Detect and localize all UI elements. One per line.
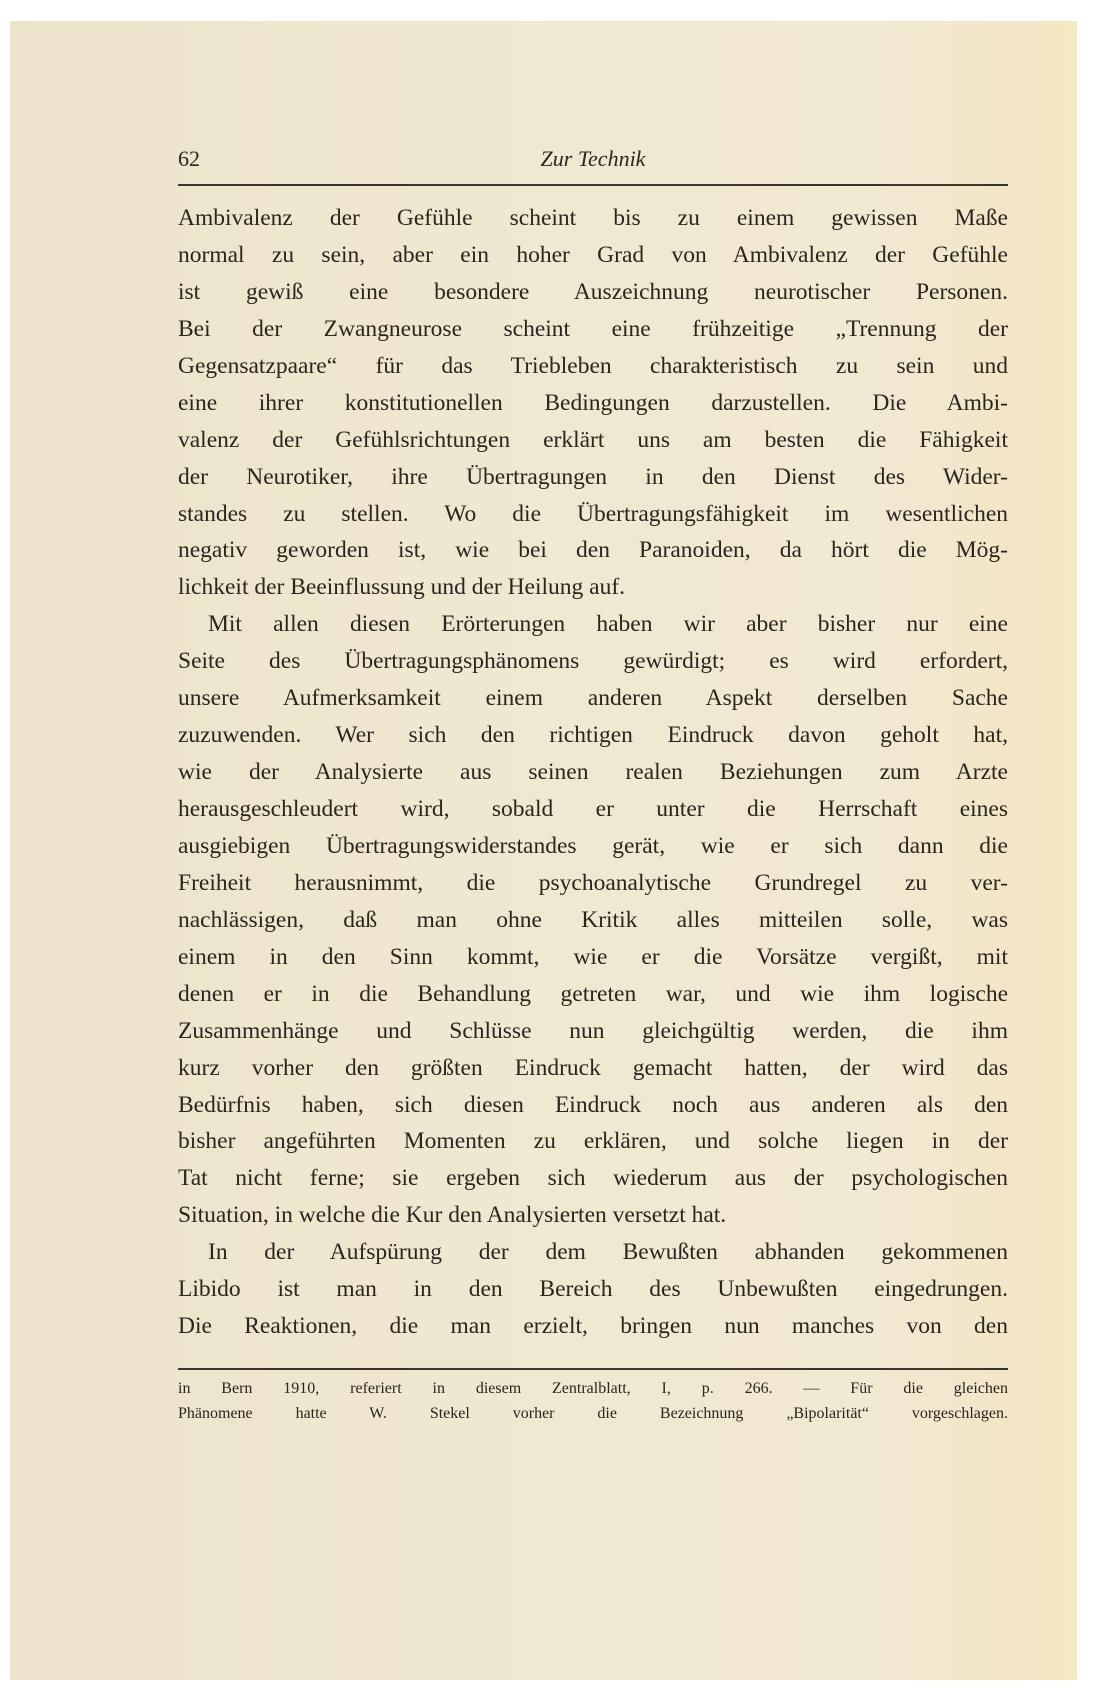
text-line: Ambivalenz der Gefühle scheint bis zu einem gewissen Maße <box>178 205 1008 231</box>
text-line: bisher angeführten Momenten zu erklären, und solche liegen in der <box>178 1128 1008 1155</box>
text-line: Die Reaktionen, die man erzielt, bringen nun manches von den <box>178 1313 1008 1340</box>
text-line: ist gewiß eine besondere Auszeichnung neurotischer Personen. <box>178 278 1008 305</box>
footnote <box>178 1376 1008 1426</box>
text-line: Gegensatzpaare“ für das Triebleben charakteristisch zu sein und <box>178 352 1008 379</box>
text-line: nachlässigen, daß man ohne Kritik alles mitteilen solle, was <box>178 906 1008 933</box>
text-line: standes zu stellen. Wo die Übertragungsfähigkeit im wesentlichen <box>178 500 1008 527</box>
text-line: eine ihrer konstitutionellen Bedingungen darzustellen. Die Ambi- <box>178 389 1008 416</box>
page-number: 62 <box>178 146 200 171</box>
text-line: normal zu sein, aber ein hoher Grad von Ambivalenz der Gefühle <box>178 241 1008 268</box>
paragraph <box>178 1234 1008 1345</box>
text-line: kurz vorher den größten Eindruck gemacht hatten, der wird das <box>178 1054 1008 1081</box>
text-line: Bei der Zwangneurose scheint eine frühzeitige „Trennung der <box>178 315 1008 342</box>
text-line: Mit allen diesen Erörterungen haben wir aber bisher nur eine <box>208 611 1008 638</box>
text-line: zuzuwenden. Wer sich den richtigen Eindruck davon geholt hat, <box>178 722 1008 749</box>
text-line: herausgeschleudert wird, sobald er unter die Herrschaft eines <box>178 796 1008 822</box>
paragraph <box>178 200 1008 606</box>
text-line: valenz der Gefühlsrichtungen erklärt uns am besten die Fähigkeit <box>178 426 1008 453</box>
text-line: Libido ist man in den Bereich des Unbewußten eingedrungen. <box>178 1276 1008 1303</box>
text-line: der Neurotiker, ihre Übertragungen in den Dienst des Wider- <box>178 463 1008 490</box>
footnote-rule <box>178 1368 1008 1370</box>
text-line: ausgiebigen Übertragungswiderstandes gerät, wie er sich dann die <box>178 832 1008 859</box>
text-line: lichkeit der Beeinflussung und der Heilung auf. <box>178 574 626 601</box>
text-line: negativ geworden ist, wie bei den Paranoiden, da hört die Mög- <box>178 537 1008 564</box>
header-rule <box>178 184 1008 186</box>
running-header <box>178 146 1008 176</box>
text-line: unsere Aufmerksamkeit einem anderen Aspekt derselben Sache <box>178 685 1008 712</box>
paragraph <box>178 606 1008 1234</box>
text-line: Freiheit herausnimmt, die psychoanalytische Grundregel zu ver- <box>178 869 1008 896</box>
text-line: In der Aufspürung der dem Bewußten abhanden gekommenen <box>208 1239 1008 1266</box>
footnote-line: Phänomene hatte W. Stekel vorher die Bezeichnung „Bipolarität“ vorgeschlagen. <box>178 1405 1008 1422</box>
running-title: Zur Technik <box>540 146 646 171</box>
text-line: Bedürfnis haben, sich diesen Eindruck noch aus anderen als den <box>178 1091 1008 1118</box>
text-line: wie der Analysierte aus seinen realen Beziehungen zum Arzte <box>178 759 1008 786</box>
text-line: Zusammenhänge und Schlüsse nun gleichgültig werden, die ihm <box>178 1017 1008 1044</box>
text-line: einem in den Sinn kommt, wie er die Vorsätze vergißt, mit <box>178 943 1008 970</box>
text-line: Seite des Übertragungsphänomens gewürdigt; es wird erfordert, <box>178 648 1008 675</box>
footnote-line: in Bern 1910, referiert in diesem Zentralblatt, I, p. 266. — Für die gleichen <box>178 1380 1008 1397</box>
text-line: denen er in die Behandlung getreten war, und wie ihm logische <box>178 980 1008 1007</box>
text-line: Situation, in welche die Kur den Analysierten versetzt hat. <box>178 1202 727 1229</box>
text-line: Tat nicht ferne; sie ergeben sich wiederum aus der psychologischen <box>178 1165 1008 1192</box>
body-text <box>178 200 1008 1345</box>
